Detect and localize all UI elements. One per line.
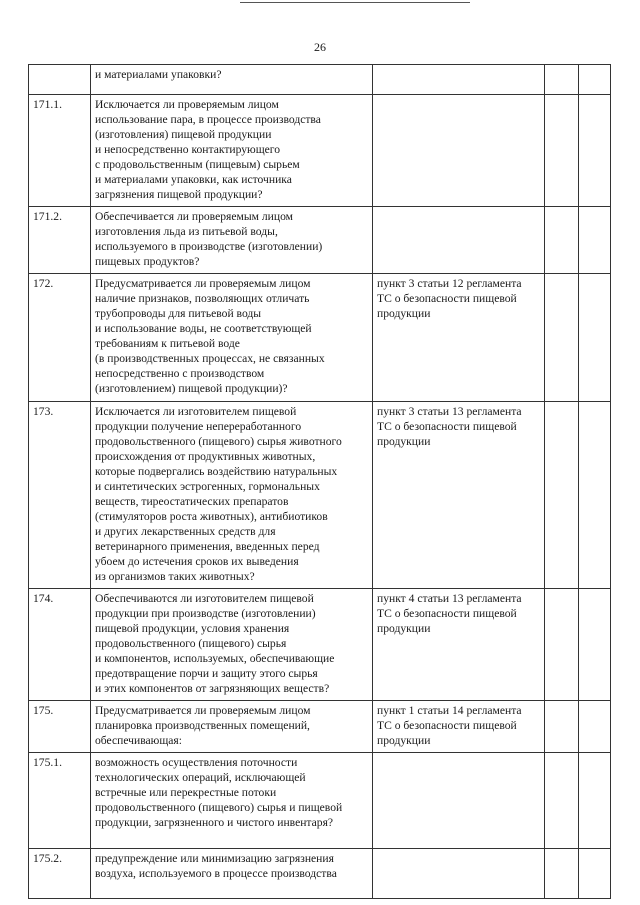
- question-line: ветеринарного применения, введенных перед: [95, 540, 320, 553]
- table-row: [29, 753, 611, 849]
- reference-line: продукции: [377, 435, 431, 448]
- answer-cell: [545, 402, 579, 589]
- question-line: которые подвергались воздействию натуральных: [95, 465, 338, 478]
- answer-cell: [545, 274, 579, 402]
- requirement-question: [91, 701, 373, 753]
- table-row: [29, 65, 611, 95]
- regulation-reference: [373, 274, 545, 402]
- table-row: [29, 402, 611, 589]
- table-row: [29, 701, 611, 753]
- regulation-reference: [373, 701, 545, 753]
- regulation-reference: [373, 849, 545, 899]
- row-number: 171.2.: [29, 207, 91, 274]
- question-line: и материалами упаковки?: [95, 68, 222, 81]
- question-line: загрязнения пищевой продукции?: [95, 188, 263, 201]
- question-line: и синтетических эстрогенных, гормональных: [95, 480, 320, 493]
- question-line: требованиям к питьевой воде: [95, 337, 240, 350]
- note-cell: [579, 207, 611, 274]
- regulation-reference: [373, 95, 545, 207]
- requirement-question: [91, 753, 373, 849]
- question-line: продовольственного (пищевого) сырья и пищевой: [95, 801, 343, 814]
- question-line: и других лекарственных средств для: [95, 525, 276, 538]
- question-line: изготовления льда из питьевой воды,: [95, 225, 278, 238]
- reference-line: ТС о безопасности пищевой: [377, 607, 517, 620]
- row-number: 175.1.: [29, 753, 91, 849]
- reference-line: ТС о безопасности пищевой: [377, 292, 517, 305]
- requirement-question: [91, 589, 373, 701]
- question-line: трубопроводы для питьевой воды: [95, 307, 262, 320]
- question-line: продукции, загрязненного и чистого инвентаря?: [95, 816, 334, 829]
- reference-line: пункт 3 статьи 12 регламента: [377, 277, 522, 290]
- reference-line: ТС о безопасности пищевой: [377, 420, 517, 433]
- note-cell: [579, 95, 611, 207]
- question-line: продукции получение непереработанного: [95, 420, 302, 433]
- question-line: (стимуляторов роста животных), антибиотиков: [95, 510, 328, 523]
- question-line: Обеспечивается ли проверяемым лицом: [95, 210, 293, 223]
- answer-cell: [545, 65, 579, 95]
- reference-line: ТС о безопасности пищевой: [377, 719, 517, 732]
- checklist-table: [28, 64, 611, 899]
- question-line: обеспечивающая:: [95, 734, 182, 747]
- question-line: и компонентов, используемых, обеспечивающие: [95, 652, 335, 665]
- regulation-reference: [373, 589, 545, 701]
- question-line: и материалами упаковки, как источника: [95, 173, 292, 186]
- note-cell: [579, 701, 611, 753]
- question-line: Исключается ли изготовителем пищевой: [95, 405, 297, 418]
- question-line: (в производственных процессах, не связанных: [95, 352, 325, 365]
- question-line: и непосредственно контактирующего: [95, 143, 281, 156]
- table-row: [29, 207, 611, 274]
- question-line: использование пара, в процессе производства: [95, 113, 321, 126]
- question-line: Исключается ли проверяемым лицом: [95, 98, 279, 111]
- question-line: технологических операций, исключающей: [95, 771, 306, 784]
- question-line: продовольственного (пищевого) сырья животного: [95, 435, 342, 448]
- question-line: Предусматривается ли проверяемым лицом: [95, 704, 311, 717]
- requirement-question: [91, 849, 373, 899]
- reference-line: пункт 3 статьи 13 регламента: [377, 405, 522, 418]
- note-cell: [579, 402, 611, 589]
- question-line: происхождения от продуктивных животных,: [95, 450, 316, 463]
- question-line: наличие признаков, позволяющих отличать: [95, 292, 310, 305]
- question-line: Предусматривается ли проверяемым лицом: [95, 277, 311, 290]
- question-line: предупреждение или минимизацию загрязнения: [95, 852, 334, 865]
- question-line: пищевой продукции, условия хранения: [95, 622, 290, 635]
- question-line: (изготовлением) пищевой продукции)?: [95, 382, 288, 395]
- question-line: с продовольственным (пищевым) сырьем: [95, 158, 300, 171]
- question-line: (изготовления) пищевой продукции: [95, 128, 272, 141]
- row-number: 175.2.: [29, 849, 91, 899]
- regulation-reference: [373, 753, 545, 849]
- reference-line: пункт 4 статьи 13 регламента: [377, 592, 522, 605]
- answer-cell: [545, 701, 579, 753]
- row-number: 173.: [29, 402, 91, 589]
- question-line: веществ, тиреостатических препаратов: [95, 495, 289, 508]
- regulation-reference: [373, 65, 545, 95]
- answer-cell: [545, 589, 579, 701]
- requirement-question: [91, 95, 373, 207]
- question-line: и этих компонентов от загрязняющих веществ?: [95, 682, 330, 695]
- answer-cell: [545, 753, 579, 849]
- note-cell: [579, 849, 611, 899]
- question-line: предотвращение порчи и защиту этого сырья: [95, 667, 318, 680]
- page-number: 26: [314, 40, 326, 54]
- table-row: [29, 95, 611, 207]
- requirement-question: [91, 207, 373, 274]
- question-line: используемого в производстве (изготовлении): [95, 240, 323, 253]
- question-line: возможность осуществления поточности: [95, 756, 298, 769]
- question-line: и использование воды, не соответствующей: [95, 322, 312, 335]
- row-number: 174.: [29, 589, 91, 701]
- row-number: 175.: [29, 701, 91, 753]
- row-number: [29, 65, 91, 95]
- top-rule: [240, 2, 470, 3]
- row-number: 171.1.: [29, 95, 91, 207]
- row-number: 172.: [29, 274, 91, 402]
- reference-line: продукции: [377, 307, 431, 320]
- regulation-reference: [373, 402, 545, 589]
- requirement-question: [91, 274, 373, 402]
- reference-line: пункт 1 статьи 14 регламента: [377, 704, 522, 717]
- question-line: непосредственно с производством: [95, 367, 265, 380]
- answer-cell: [545, 849, 579, 899]
- answer-cell: [545, 207, 579, 274]
- answer-cell: [545, 95, 579, 207]
- note-cell: [579, 274, 611, 402]
- note-cell: [579, 753, 611, 849]
- question-line: пищевых продуктов?: [95, 255, 200, 268]
- question-line: продовольственного (пищевого) сырья: [95, 637, 287, 650]
- table-row: [29, 849, 611, 899]
- table-row: [29, 274, 611, 402]
- question-line: из организмов таких животных?: [95, 570, 255, 583]
- question-line: воздуха, используемого в процессе производства: [95, 867, 337, 880]
- requirement-question: [91, 65, 373, 95]
- requirement-question: [91, 402, 373, 589]
- regulation-reference: [373, 207, 545, 274]
- table-body: [29, 65, 611, 899]
- question-line: Обеспечиваются ли изготовителем пищевой: [95, 592, 314, 605]
- question-line: встречные или перекрестные потоки: [95, 786, 277, 799]
- question-line: продукции при производстве (изготовлении): [95, 607, 316, 620]
- question-line: планировка производственных помещений,: [95, 719, 310, 732]
- reference-line: продукции: [377, 734, 431, 747]
- note-cell: [579, 65, 611, 95]
- question-line: убоем до истечения сроков их выведения: [95, 555, 299, 568]
- reference-line: продукции: [377, 622, 431, 635]
- note-cell: [579, 589, 611, 701]
- table-row: [29, 589, 611, 701]
